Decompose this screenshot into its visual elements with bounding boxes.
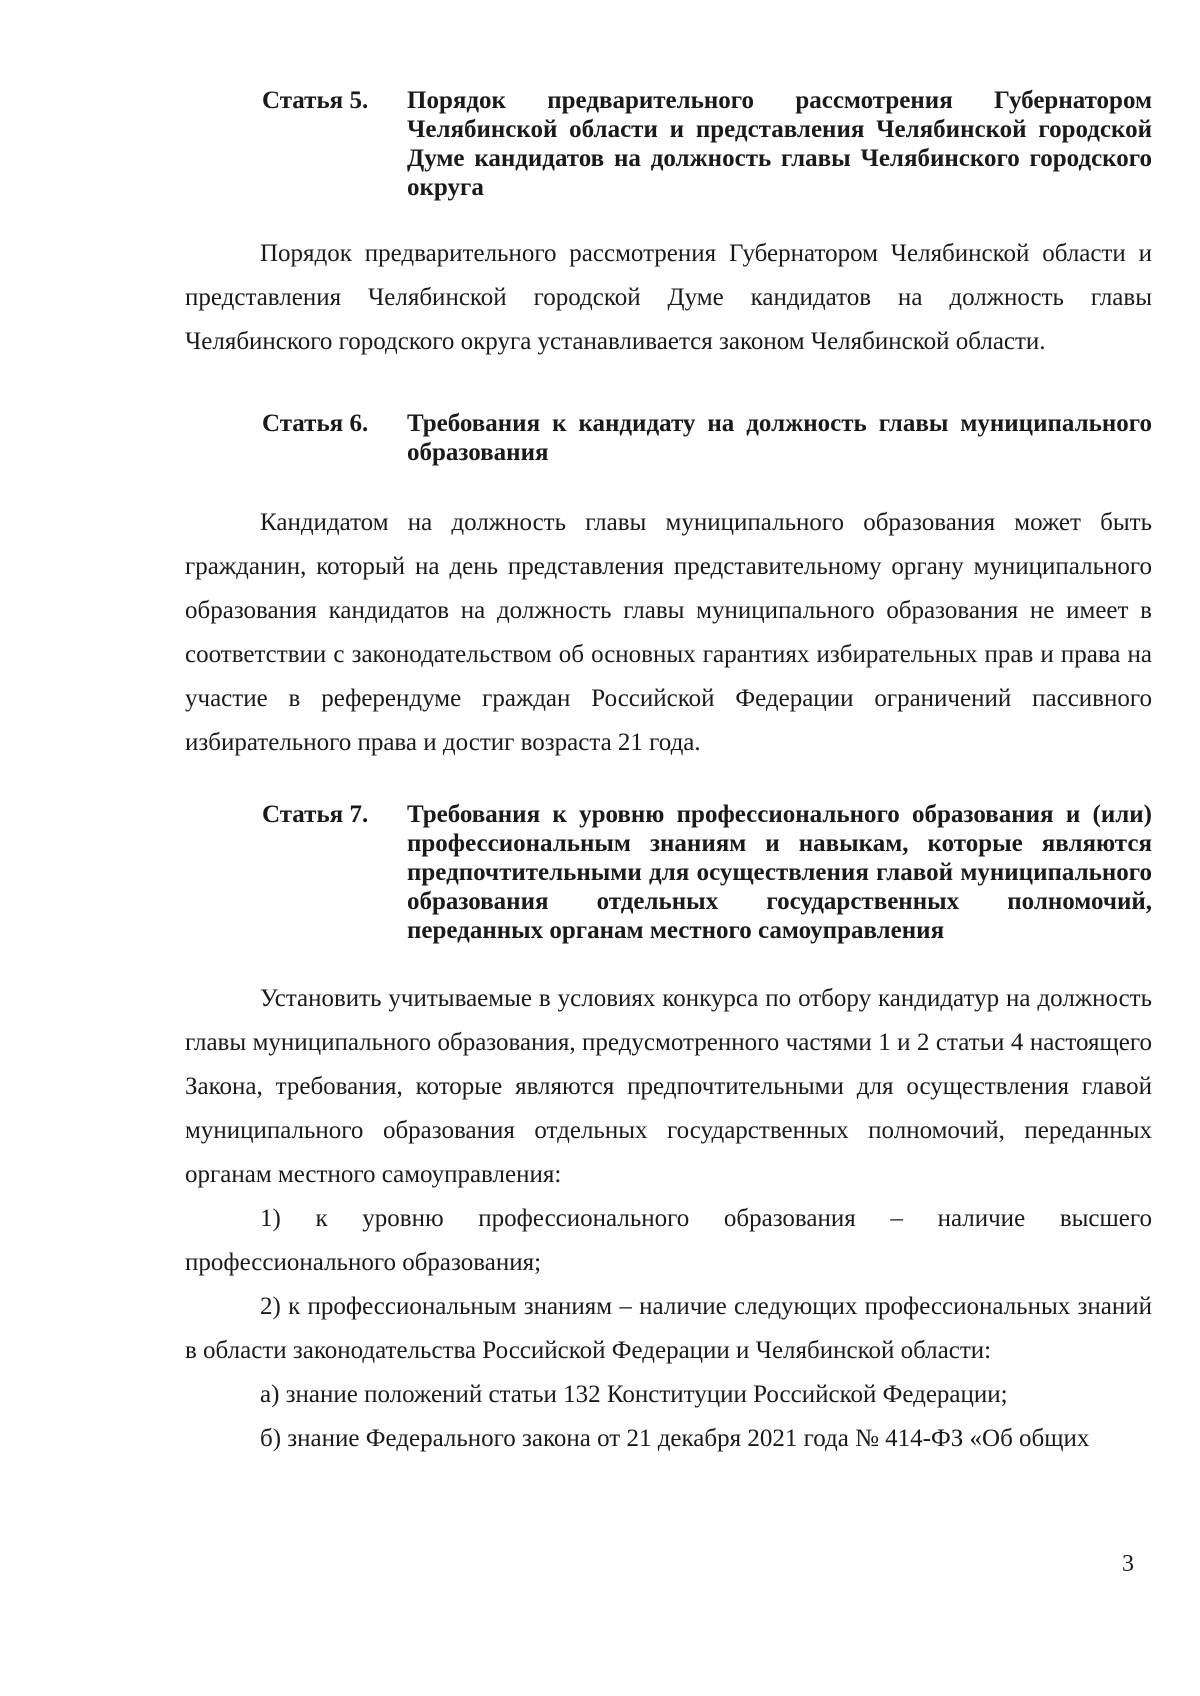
article-5-heading xyxy=(262,86,1152,202)
article-7-number: Статья 7. xyxy=(262,801,369,828)
article-6-number: Статья 6. xyxy=(262,410,369,437)
article-5-title: Порядок предварительного рассмотрения Губернатором Челябинской области и представления Челябинской городской Думе кандидатов на должность главы Челябинского городского округа xyxy=(407,87,1152,201)
article-5-paragraph-1: Порядок предварительного рассмотрения Губернатором Челябинской области и представления Челябинской городской Думе кандидатов на должность главы Челябинского городского округа устанавливается законом Челябинской области. xyxy=(185,240,1152,355)
article-7-title: Требования к уровню профессионального образования и (или) профессиональным знаниям и навыкам, которые являются предпочтительными для осуществления главой муниципального образования отдельных государственных полномочий, переданных органам местного самоуправления xyxy=(407,801,1152,944)
article-7-heading xyxy=(262,800,1152,945)
page-number: 3 xyxy=(1122,1551,1134,1577)
article-6-body xyxy=(185,501,1152,765)
article-7-item-2a: а) знание положений статьи 132 Конституции Российской Федерации; xyxy=(260,1381,1008,1408)
article-5-body xyxy=(185,232,1152,364)
article-7-item-1: 1) к уровню профессионального образования – наличие высшего профессионального образования; xyxy=(185,1205,1152,1276)
article-6-paragraph-1: Кандидатом на должность главы муниципального образования может быть гражданин, который на день представления представительному органу муниципального образования кандидатов на должность главы муниципального образования не имеет в соответствии с законодательством об основных гарантиях избирательных прав и права на участие в референдуме граждан Российской Федерации ограничений пассивного избирательного права и достиг возраста 21 года. xyxy=(185,509,1152,756)
article-7-item-2b: б) знание Федерального закона от 21 декабря 2021 года № 414-ФЗ «Об общих xyxy=(260,1425,1090,1452)
article-7-paragraph-1: Установить учитываемые в условиях конкурса по отбору кандидатур на должность главы муниципального образования, предусмотренного частями 1 и 2 статьи 4 настоящего Закона, требования, которые являются предпочтительными для осуществления главой муниципального образования отдельных государственных полномочий, переданных органам местного самоуправления: xyxy=(185,985,1152,1188)
article-6-title: Требования к кандидату на должность главы муниципального образования xyxy=(407,410,1152,466)
article-6-heading xyxy=(262,409,1152,467)
article-7-body xyxy=(185,977,1152,1461)
article-7-item-2: 2) к профессиональным знаниям – наличие следующих профессиональных знаний в области законодательства Российской Федерации и Челябинской области: xyxy=(185,1293,1152,1364)
article-5-number: Статья 5. xyxy=(262,87,369,114)
